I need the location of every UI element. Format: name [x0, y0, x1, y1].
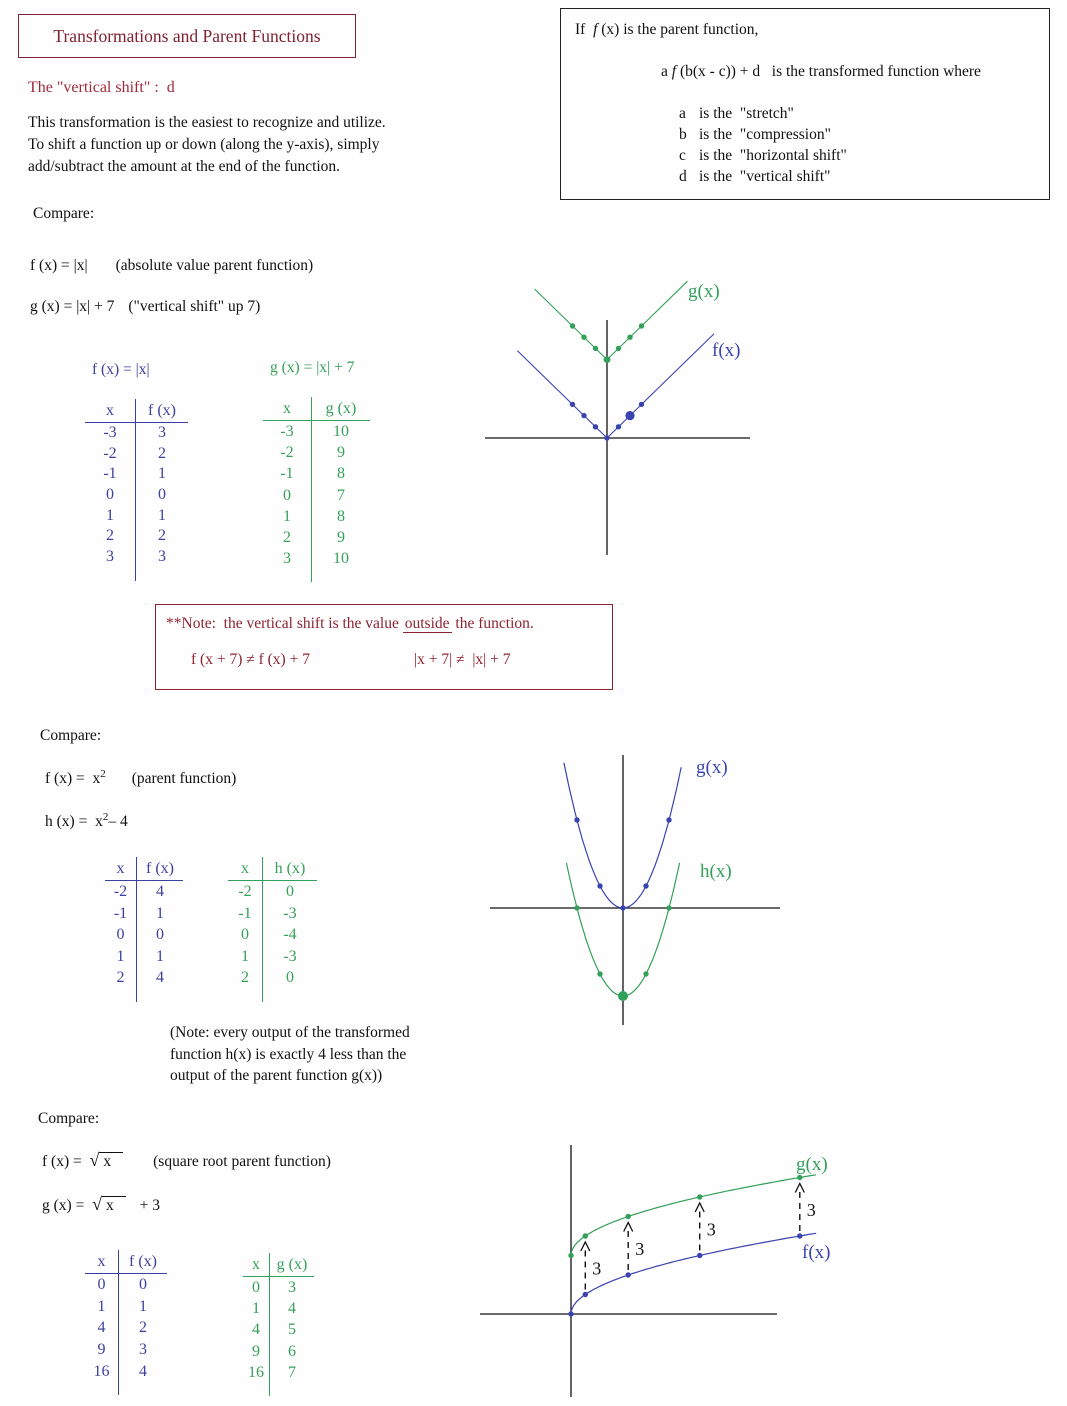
table-rule-extension	[85, 568, 188, 581]
table-row: 1 4	[243, 1298, 314, 1319]
table-row: 0 -4	[228, 924, 317, 946]
table-rule-extension	[243, 1383, 314, 1396]
parabola-h-table	[228, 857, 317, 1002]
compare-label-abs: Compare:	[33, 205, 95, 222]
radical: √ x	[89, 1150, 123, 1171]
page-title: Transformations and Parent Functions	[53, 25, 321, 46]
note-line: function h(x) is exactly 4 less than the	[170, 1045, 407, 1063]
table-row: -1 1	[105, 903, 183, 925]
table-header: x h (x)	[228, 857, 317, 881]
table-row: 0 0	[85, 1274, 167, 1296]
title-box	[18, 14, 356, 58]
table-row: 0 7	[263, 485, 370, 506]
note-eq-right: |x + 7| ≠ |x| + 7	[414, 651, 511, 668]
parabola-f-table	[105, 857, 183, 1002]
abs-g-table-title: g (x) = |x| + 7	[270, 359, 355, 376]
note-line: (Note: every output of the transformed	[170, 1024, 410, 1041]
rule-intro-line: If f (x) is the parent function,	[575, 21, 759, 38]
table-row: -2 4	[105, 881, 183, 903]
table-header: x f (x)	[85, 1250, 167, 1274]
table-row: 16 7	[243, 1362, 314, 1383]
shift-amount-label: 3	[635, 1238, 645, 1259]
intro-line: This transformation is the easiest to recognize and utilize.	[28, 114, 386, 131]
curve-label: f(x)	[802, 1242, 831, 1263]
table-row: 0 0	[85, 485, 188, 506]
table-row: 4 5	[243, 1319, 314, 1340]
table-row: 2 4	[105, 967, 183, 989]
sqrt-parent-eq: f (x) = √ x (square root parent function)	[42, 1150, 331, 1170]
table-row: -2 9	[263, 442, 370, 463]
table-row: 1 8	[263, 506, 370, 527]
transform-rule-box	[560, 8, 1050, 200]
table-row: 16 4	[85, 1361, 167, 1383]
table-row: -2 2	[85, 444, 188, 465]
table-header: x g (x)	[263, 397, 370, 421]
parabola-note	[170, 1022, 410, 1087]
underlined-word: outside	[404, 615, 450, 632]
table-header: x f (x)	[105, 857, 183, 881]
table-row: -1 -3	[228, 903, 317, 925]
intro-line: To shift a function up or down (along the y-axis), simply	[28, 136, 380, 153]
table-rule-extension	[263, 569, 370, 582]
table-row: 1 1	[85, 1296, 167, 1318]
italic-f: f	[593, 21, 598, 38]
intro-line: add/subtract the amount at the end of the function.	[28, 158, 341, 175]
abs-value-graph	[460, 260, 900, 580]
parabola-shifted-eq: h $(x) = x^2-$ 4	[45, 811, 128, 831]
table-row: 2 0	[228, 967, 317, 989]
table-rule-extension	[228, 989, 317, 1002]
abs-g-table	[263, 397, 370, 582]
curve-label: h(x)	[700, 861, 732, 882]
curve-label: g(x)	[696, 757, 728, 778]
shift-amount-label: 3	[592, 1258, 602, 1279]
curve-label: g(x)	[796, 1154, 828, 1175]
table-row: 2 9	[263, 527, 370, 548]
sqrt-f-table	[85, 1250, 167, 1395]
sqrt-g-table	[243, 1253, 314, 1396]
radical-sign: √	[89, 1150, 100, 1170]
table-header: x g (x)	[243, 1253, 314, 1277]
shift-amount-label: 3	[806, 1199, 816, 1220]
vertical-shift-heading: The "vertical shift" : d	[28, 79, 175, 96]
compare-label-sqrt: Compare:	[38, 1110, 100, 1127]
note-eq-left: f (x + 7) ≠ f (x) + 7	[191, 651, 310, 668]
curve-label: g(x)	[688, 281, 720, 302]
shift-amount-label: 3	[706, 1219, 716, 1240]
table-rule-extension	[105, 989, 183, 1002]
table-row: 1 1	[105, 946, 183, 968]
compare-label-parabola: Compare:	[40, 727, 102, 744]
table-row: 9 3	[85, 1339, 167, 1361]
table-row: 4 2	[85, 1317, 167, 1339]
table-row: -1 1	[85, 464, 188, 485]
sqrt-shifted-eq: g (x) = √ x + 3	[42, 1194, 160, 1214]
table-row: 0 0	[105, 924, 183, 946]
abs-shifted-eq: g (x) = |x| + 7 ("vertical shift" up 7)	[30, 298, 261, 315]
rule-param: d is the "vertical shift"	[679, 168, 831, 185]
table-row: -3 3	[85, 423, 188, 444]
abs-f-table	[85, 399, 188, 581]
note-line: **Note: the vertical shift is the value outside the function.	[166, 615, 534, 632]
vertical-shift-note-box	[155, 604, 613, 690]
table-row: 1 -3	[228, 946, 317, 968]
abs-parent-eq: f (x) = |x| (absolute value parent function)	[30, 257, 314, 274]
parabola-parent-eq: f $(x) = x^2$ (parent function)	[45, 768, 237, 788]
table-rule-extension	[85, 1382, 167, 1395]
table-header: x f (x)	[85, 399, 188, 423]
table-row: -2 0	[228, 881, 317, 903]
radical: √ x	[92, 1194, 126, 1215]
transform-formula: a f (b(x - c)) + d is the transformed function where	[661, 63, 981, 80]
rule-param: c is the "horizontal shift"	[679, 147, 847, 164]
rule-param: b is the "compression"	[679, 126, 831, 143]
table-row: 9 6	[243, 1341, 314, 1362]
table-row: 0 3	[243, 1277, 314, 1298]
table-row: 2 2	[85, 526, 188, 547]
curve-label: f(x)	[712, 340, 741, 361]
intro-paragraph	[28, 112, 386, 178]
sqrt-graph	[460, 1130, 890, 1406]
rule-param: a is the "stretch"	[679, 105, 794, 122]
radical-sign: √	[92, 1194, 102, 1214]
table-row: 3 10	[263, 548, 370, 569]
table-row: 3 3	[85, 547, 188, 568]
italic-f: f	[671, 63, 677, 80]
table-row: -1 8	[263, 463, 370, 484]
table-row: -3 10	[263, 421, 370, 442]
table-row: 1 1	[85, 506, 188, 527]
note-line: output of the parent function g(x))	[170, 1067, 383, 1084]
rule-params	[679, 103, 847, 187]
parabola-graph	[470, 730, 890, 1040]
abs-f-table-title: f (x) = |x|	[92, 361, 150, 378]
